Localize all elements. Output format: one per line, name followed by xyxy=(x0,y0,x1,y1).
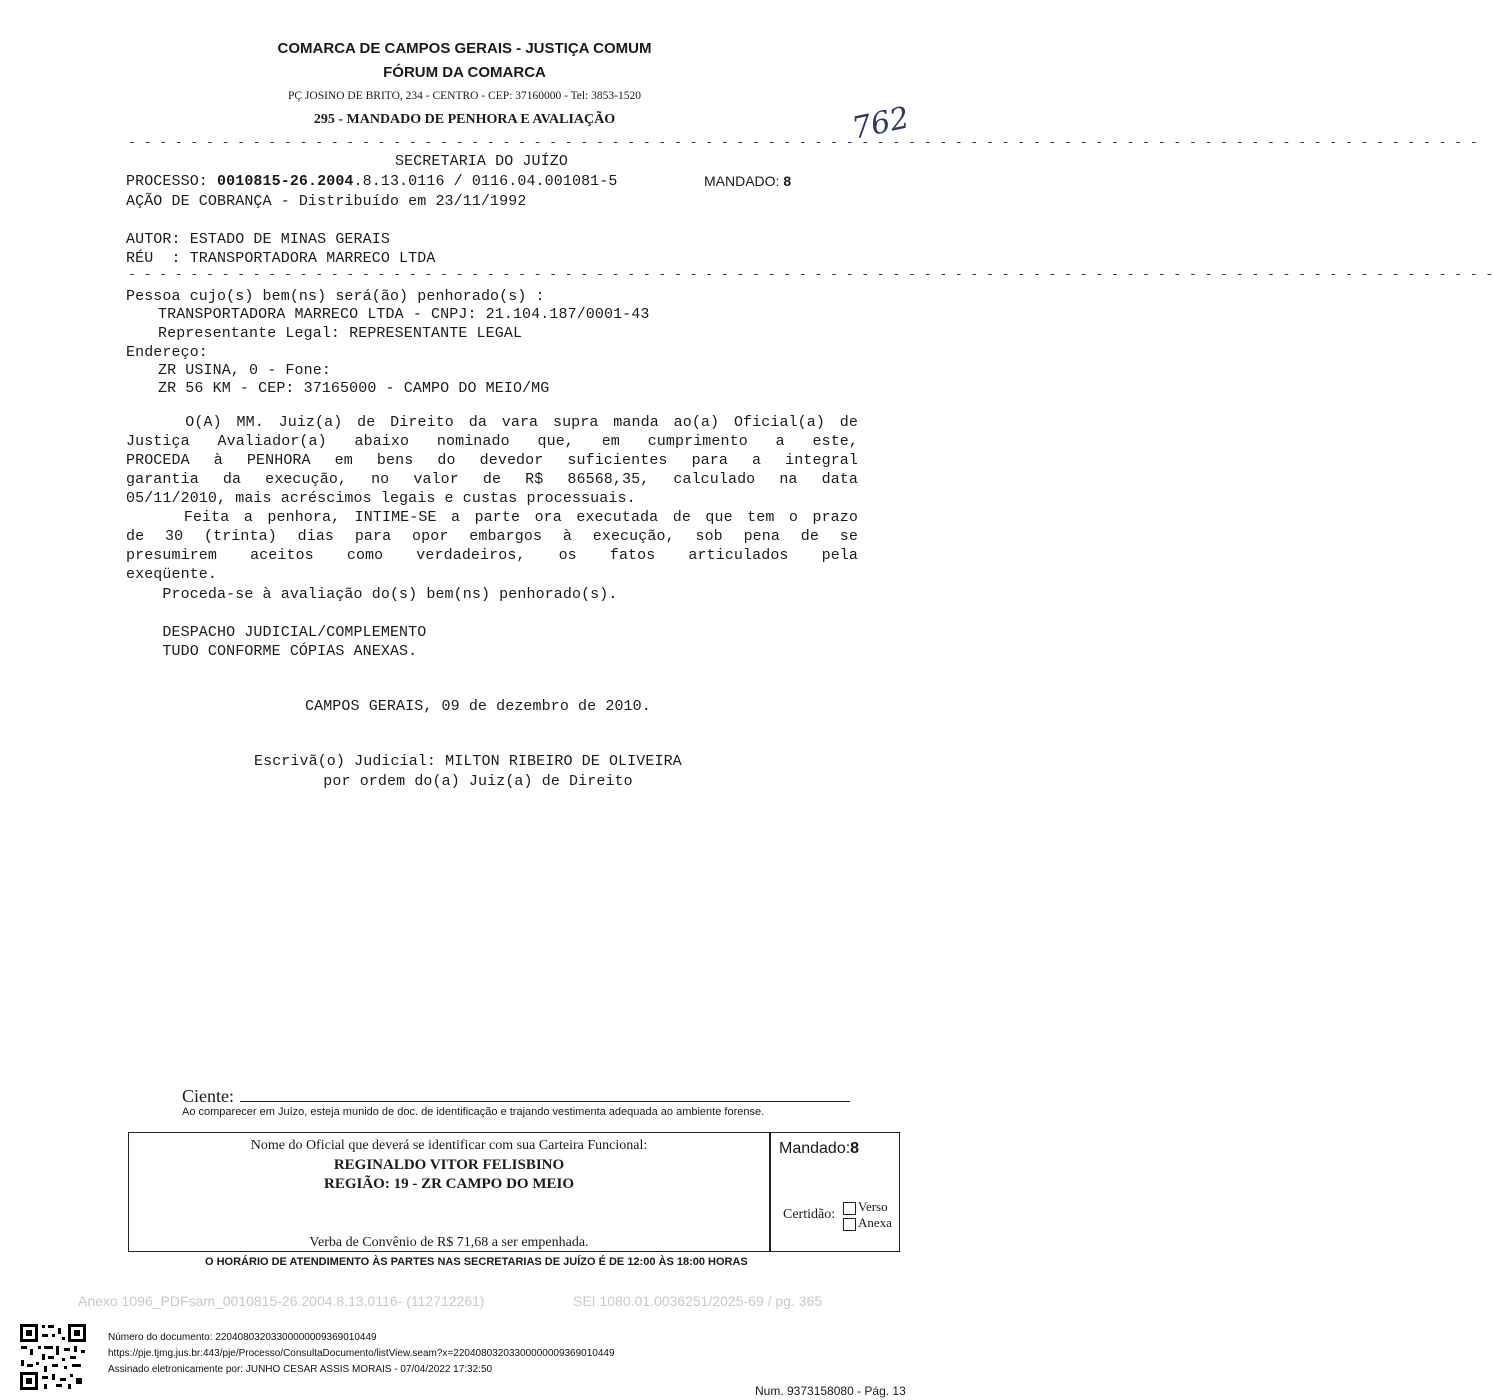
paragraph-line: O(A) MM. Juiz(a) de Direito da vara supra manda ao(a) Oficial(a) de xyxy=(126,414,858,431)
court-name: COMARCA DE CAMPOS GERAIS - JUSTIÇA COMUM xyxy=(277,40,652,57)
autor-line: AUTOR: ESTADO DE MINAS GERAIS xyxy=(126,231,390,248)
anexa-checkbox[interactable] xyxy=(843,1218,856,1231)
processo-number-rest: .8.13.0116 / 0116.04.001081-5 xyxy=(353,173,618,190)
verso-checkbox[interactable] xyxy=(843,1202,856,1215)
despacho-title: DESPACHO JUDICIAL/COMPLEMENTO xyxy=(126,624,427,641)
processo-label: PROCESSO: xyxy=(126,173,218,190)
endereco-line-2: ZR 56 KM - CEP: 37165000 - CAMPO DO MEIO/MG xyxy=(158,380,550,397)
certidao-verso xyxy=(843,1199,888,1215)
endereco-label: Endereço: xyxy=(126,344,208,361)
acao-line: AÇÃO DE COBRANÇA - Distribuído em 23/11/1992 xyxy=(126,193,527,210)
officer-name: REGINALDO VITOR FELISBINO xyxy=(333,1157,565,1173)
handwritten-page-number: 762 xyxy=(848,100,913,147)
paragraph-line: presumirem aceitos como verdadeiros, os fatos articulados pela xyxy=(126,547,858,564)
page-number: Num. 9373158080 - Pág. 13 xyxy=(755,1384,906,1398)
endereco-line-1: ZR USINA, 0 - Fone: xyxy=(158,362,331,379)
paragraph-line: exeqüente. xyxy=(126,566,218,583)
secretaria-title: SECRETARIA DO JUÍZO xyxy=(395,153,568,170)
paragraph-mandado xyxy=(126,414,858,509)
representante-legal: Representante Legal: REPRESENTANTE LEGAL xyxy=(158,325,523,342)
document-type: 295 - MANDADO DE PENHORA E AVALIAÇÃO xyxy=(313,112,616,127)
sei-stamp-left: Anexo 1096_PDFsam_0010815-26.2004.8.13.0116- (112712261) xyxy=(78,1293,485,1309)
mandado-number xyxy=(704,173,791,189)
box-mandado xyxy=(779,1140,859,1158)
paragraph-avaliacao: Proceda-se à avaliação do(s) bem(ns) penhorado(s). xyxy=(126,586,618,603)
divider: - - - - - - - - - - - - - - - - - - - - - - - - - - - - - - - - - - - - - - - - - - - - - - - - - - - - - - - - - - - - - - - - - - - - - - - - - - - - - - - - - - - - - - - - xyxy=(128,267,1493,282)
document-url[interactable]: https://pje.tjmg.jus.br:443/pje/Processo/ConsultaDocumento/listView.seam?x=22040803203300000009369010449 xyxy=(108,1348,615,1359)
officer-intro: Nome do Oficial que deverá se identificar com sua Carteira Funcional: xyxy=(250,1138,648,1153)
paragraph-line: de 30 (trinta) dias para opor embargos à execução, sob pena de se xyxy=(126,528,858,545)
processo-number-bold: 0010815-26.2004 xyxy=(217,173,354,190)
escriva-signature: Escrivã(o) Judicial: MILTON RIBEIRO DE OLIVEIRA xyxy=(254,753,682,770)
local-date: CAMPOS GERAIS, 09 de dezembro de 2010. xyxy=(305,698,651,715)
horario-notice: O HORÁRIO DE ATENDIMENTO ÀS PARTES NAS SECRETARIAS DE JUÍZO É DE 12:00 ÀS 18:00 HORAS xyxy=(205,1256,748,1268)
mandado-label: MANDADO: xyxy=(704,173,780,189)
box-mandado-label: Mandado: xyxy=(779,1140,851,1157)
processo-line xyxy=(126,173,618,190)
paragraph-line: garantia da execução, no valor de R$ 86568,35, calculado na data xyxy=(126,471,858,488)
officer-regiao: REGIÃO: 19 - ZR CAMPO DO MEIO xyxy=(324,1176,574,1192)
mandado-value: 8 xyxy=(783,173,792,189)
officer-box xyxy=(128,1132,900,1252)
document-number: Número do documento: 22040803203300000009369010449 xyxy=(108,1332,377,1343)
paragraph-line: 05/11/2010, mais acréscimos legais e custas processuais. xyxy=(126,490,636,507)
signature-info: Assinado eletronicamente por: JUNHO CESAR ASSIS MORAIS - 07/04/2022 17:32:50 xyxy=(108,1364,493,1375)
divider: - - - - - - - - - - - - - - - - - - - - - - - - - - - - - - - - - - - - - - - - - - - - - - - - - - - - - - - - - - - - - - - - - - - - - - - - - - - - - - - - - - - - - - - xyxy=(128,135,1478,150)
anexa-label: Anexa xyxy=(858,1215,892,1230)
verba-convenio: Verba de Convênio de R$ 71,68 a ser empenhada. xyxy=(309,1235,589,1250)
sei-stamp-right: SEI 1080.01.0036251/2025-69 / pg. 365 xyxy=(573,1293,823,1309)
forum-address: PÇ JOSINO DE BRITO, 234 - CENTRO - CEP: 37160000 - Tel: 3853-1520 xyxy=(287,90,642,102)
por-ordem: por ordem do(a) Juiz(a) de Direito xyxy=(296,773,633,790)
ciente-notice: Ao comparecer em Juízo, esteja munido de doc. de identificação e trajando vestimenta adequada ao ambiente forense. xyxy=(182,1106,765,1118)
paragraph-line: PROCEDA à PENHORA em bens do devedor suficientes para a integral xyxy=(126,452,858,469)
paragraph-intimacao xyxy=(126,509,858,585)
certidao-anexa xyxy=(843,1215,892,1231)
reu-line: RÉU : TRANSPORTADORA MARRECO LTDA xyxy=(126,250,436,267)
ciente-label: Ciente: xyxy=(182,1086,234,1106)
forum-name: FÓRUM DA COMARCA xyxy=(383,64,546,81)
verso-label: Verso xyxy=(858,1199,888,1214)
despacho-content: TUDO CONFORME CÓPIAS ANEXAS. xyxy=(126,643,418,660)
certidao-label: Certidão: xyxy=(783,1207,836,1222)
pessoa-label: Pessoa cujo(s) bem(ns) será(ão) penhorado(s) : xyxy=(126,288,545,305)
ciente-signature-line xyxy=(240,1101,850,1102)
paragraph-line: Feita a penhora, INTIME-SE a parte ora executada de que tem o prazo xyxy=(126,509,858,526)
paragraph-line: Justiça Avaliador(a) abaixo nominado que, em cumprimento a este, xyxy=(126,433,858,450)
qr-code-icon xyxy=(18,1322,88,1392)
box-divider xyxy=(769,1133,771,1251)
box-mandado-value: 8 xyxy=(850,1140,860,1157)
pessoa-nome: TRANSPORTADORA MARRECO LTDA - CNPJ: 21.104.187/0001-43 xyxy=(158,306,650,323)
